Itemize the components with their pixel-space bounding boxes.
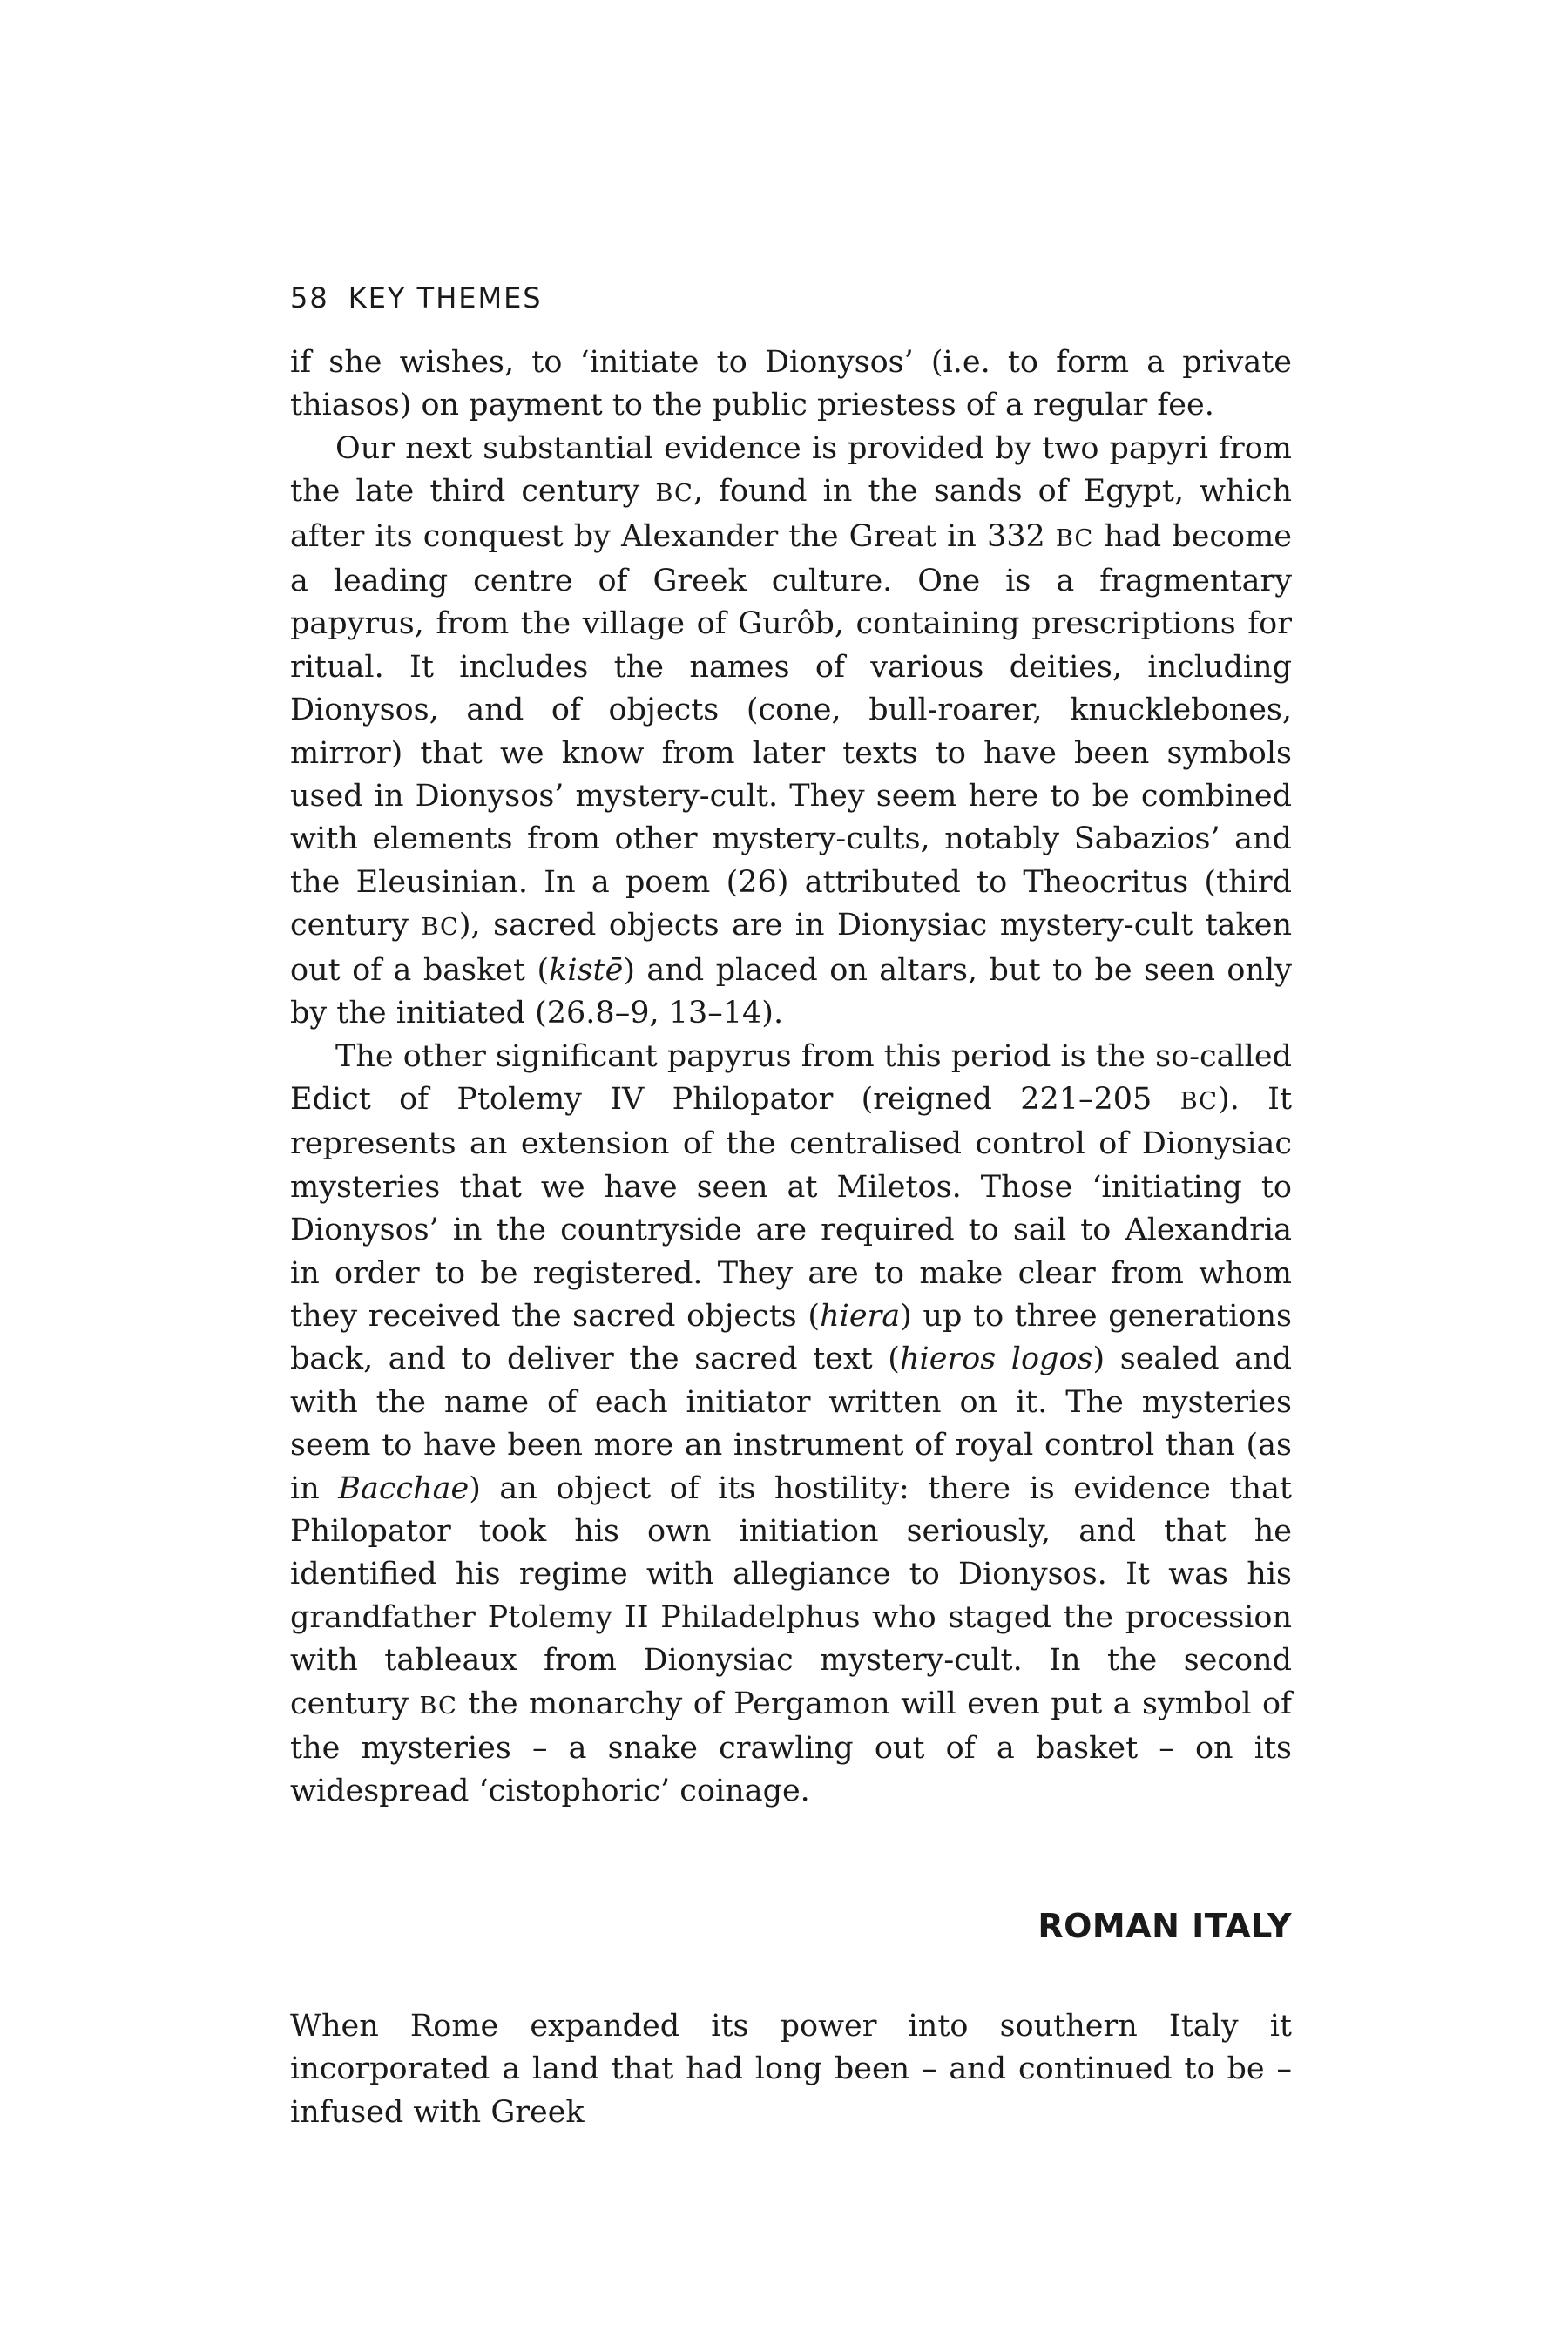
running-head [290, 277, 1292, 319]
text-run: ) up to three generations back, and to deliver the sacred text ( [290, 1298, 1292, 1377]
text-run: ). It represents an extension of the centralised control of Dionysiac mysteries that we have seen at Miletos. Those ‘initiating to Dionysos’ in the countryside are required to sail to Alexandria in order to be registered. They are to make clear from whom they received the sacred objects ( [290, 1081, 1293, 1334]
text-run: ) and placed on altars, but to be seen only by the initiated (26.8–9, 13–14). [290, 952, 1292, 1031]
italic-term: kistē [549, 952, 624, 988]
italic-title: Bacchae [338, 1470, 470, 1506]
text-run: The other significant papyrus from this period is the so-called Edict of Ptolemy IV Philopator (reigned 221–205 [290, 1038, 1292, 1117]
italic-term: hieros logos [899, 1342, 1093, 1377]
page-content [290, 277, 1292, 2134]
era-abbreviation: BC [1055, 524, 1094, 552]
text-run: ) sealed and with the name of each initiator written on it. The mysteries seem to have been more an instrument of royal control than (as in [290, 1342, 1293, 1506]
text-run: ) an object of its hostility: there is evidence that Philopator took his own initiation seriously, and that he identified his regime with allegiance to Dionysos. It was his grandfather Ptolemy II Philadelphus who staged the procession with tableaux from Dionysiac mystery-cult. In the second century [290, 1470, 1292, 1721]
section-heading: ROMAN ITALY [1037, 1906, 1292, 1945]
paragraph-1: if she wishes, to ‘initiate to Dionysos’ (i.e. to form a private thiasos) on payment to the public priestess of a regular fee. [290, 345, 1292, 423]
text-run: Our next substantial evidence is provided by two papyri from the late third century [290, 430, 1292, 510]
era-abbreviation: BC [655, 480, 693, 508]
text-run: the monarchy of Pergamon will even put a symbol of the mysteries – a snake crawling out of a basket – on its widespread ‘cistophoric’ coinage. [290, 1686, 1292, 1809]
era-abbreviation: BC [419, 1692, 457, 1720]
text-run: ), sacred objects are in Dionysiac mystery-cult taken out of a basket ( [290, 908, 1293, 988]
paragraph-3 [290, 1036, 1292, 1814]
section-paragraph: When Rome expanded its power into southern Italy it incorporated a land that had long been – and continued to be – infused with Greek [290, 2008, 1292, 2130]
running-head-title: KEY THEMES [348, 281, 543, 314]
era-abbreviation: BC [1179, 1087, 1219, 1115]
text-run: , found in the sands of Egypt, which after its conquest by Alexander the Great in 332 [290, 474, 1292, 554]
paragraph-2 [290, 428, 1292, 1036]
page-number: 58 [290, 281, 329, 314]
text-run: had become a leading centre of Greek culture. One is a fragmentary papyrus, from the village of Gurôb, containing prescriptions for ritual. It includes the names of various deities, including Dionysos, and of objects (cone, bull-roarer, knucklebones, mirror) that we know from later texts to have been symbols used in Dionysos’ mystery-cult. They seem here to be combined with elements from other mystery-cults, notably Sabazios’ and the Eleusinian. In a poem (26) attributed to Theocritus (third century [290, 518, 1292, 943]
era-abbreviation: BC [421, 914, 459, 942]
italic-term: hiera [820, 1298, 901, 1334]
